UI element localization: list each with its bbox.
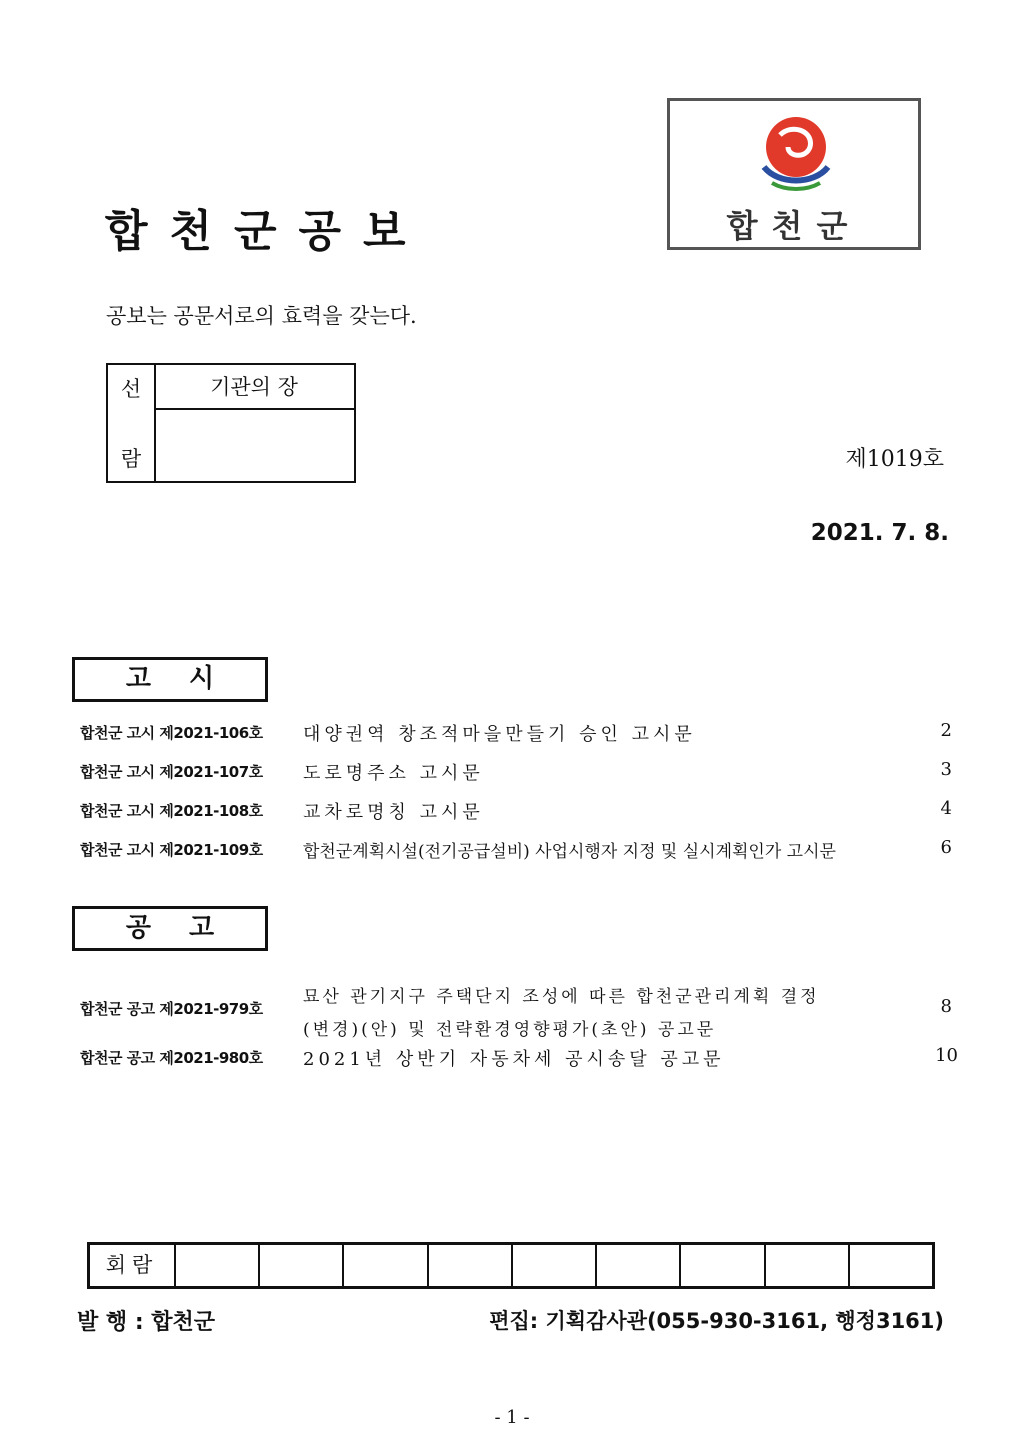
- review-cell: [681, 1245, 765, 1286]
- announcement-page: 8: [940, 996, 952, 1017]
- review-label: 회람: [90, 1245, 176, 1286]
- notice-page: 6: [940, 837, 952, 858]
- review-cell: [344, 1245, 428, 1286]
- approval-divider: [154, 408, 354, 410]
- section-header-announcement: 공고: [72, 906, 268, 951]
- review-cell: [850, 1245, 932, 1286]
- section-header-notice: 고시: [72, 657, 268, 702]
- notice-title[interactable]: 대양권역 창조적마을만들기 승인 고시문: [303, 724, 696, 745]
- announcement-page: 10: [935, 1045, 958, 1066]
- review-cell: [176, 1245, 260, 1286]
- notice-title[interactable]: 교차로명칭 고시문: [303, 802, 484, 823]
- publisher: 발 행 : 합천군: [77, 1310, 216, 1335]
- county-emblem-icon: [758, 113, 834, 193]
- announcement-title[interactable]: 2021년 상반기 자동차세 공시송달 공고문: [303, 1049, 725, 1070]
- announcement-title-line2[interactable]: (변경)(안) 및 전략환경영향평가(초안) 공고문: [303, 1020, 717, 1040]
- approval-box: [106, 363, 356, 483]
- review-cell: [260, 1245, 344, 1286]
- county-logo: [667, 98, 921, 250]
- subtitle: 공보는 공문서로의 효력을 갖는다.: [106, 304, 417, 328]
- review-cell: [513, 1245, 597, 1286]
- notice-code: 합천군 고시 제2021-107호: [80, 763, 263, 781]
- notice-page: 2: [940, 720, 952, 741]
- notice-title[interactable]: 합천군계획시설(전기공급설비) 사업시행자 지정 및 실시계획인가 고시문: [303, 842, 836, 862]
- announcement-code: 합천군 공고 제2021-980호: [80, 1049, 263, 1067]
- notice-code: 합천군 고시 제2021-109호: [80, 841, 263, 859]
- review-cell: [429, 1245, 513, 1286]
- review-cell: [597, 1245, 681, 1286]
- notice-code: 합천군 고시 제2021-106호: [80, 724, 263, 742]
- review-cell: [766, 1245, 850, 1286]
- announcement-code: 합천군 공고 제2021-979호: [80, 1000, 263, 1018]
- logo-text: 합천군: [726, 207, 862, 245]
- announcement-title-line1[interactable]: 묘산 관기지구 주택단지 조성에 따른 합천군관리계획 결정: [303, 987, 820, 1007]
- page-number: - 1 -: [494, 1407, 530, 1428]
- notice-title[interactable]: 도로명주소 고시문: [303, 763, 484, 784]
- notice-page: 3: [940, 759, 952, 780]
- page-title: 합천군공보: [105, 206, 428, 257]
- notice-code: 합천군 고시 제2021-108호: [80, 802, 263, 820]
- review-table: [87, 1242, 935, 1289]
- approval-side-top: 선: [120, 377, 142, 401]
- editor-contact: 편집: 기획감사관(055-930-3161, 행정3161): [489, 1309, 944, 1333]
- approval-side-bottom: 람: [120, 447, 142, 471]
- notice-page: 4: [940, 798, 952, 819]
- approval-head-label: 기관의 장: [210, 375, 298, 399]
- issue-number: 제1019호: [845, 447, 944, 472]
- issue-date: 2021. 7. 8.: [810, 520, 949, 546]
